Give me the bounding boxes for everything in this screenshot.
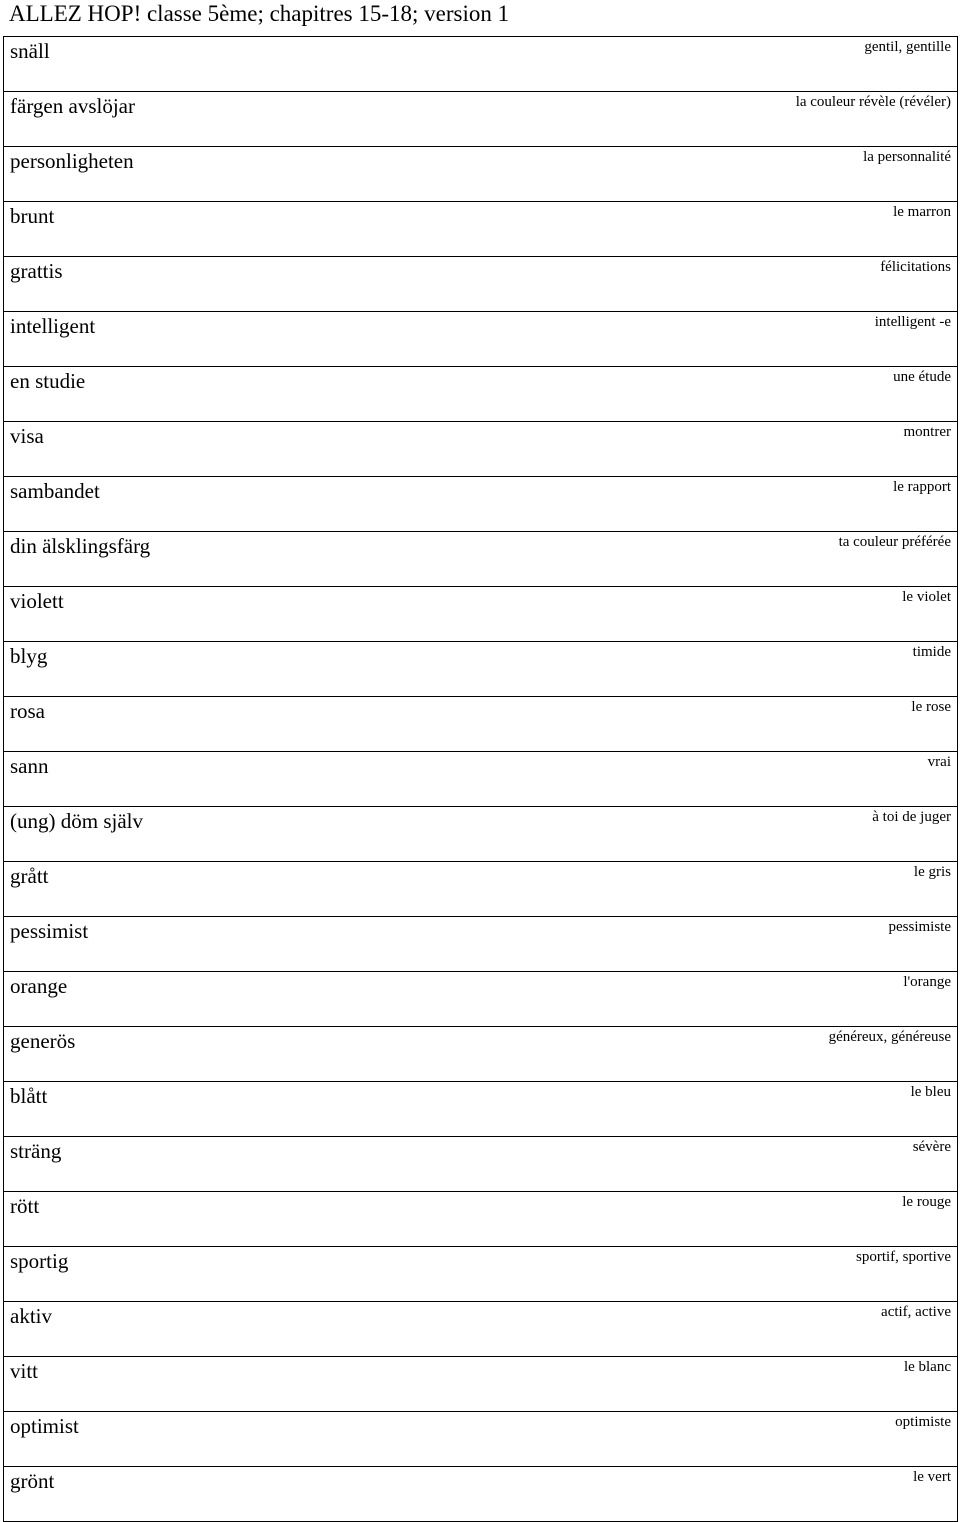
table-row [4, 367, 958, 422]
table-row [4, 697, 958, 752]
table-row [4, 532, 958, 587]
swedish-word-cell: vitt [4, 1357, 528, 1412]
french-translation-cell: généreux, généreuse [528, 1027, 958, 1082]
table-row [4, 422, 958, 477]
swedish-word-cell: sann [4, 752, 528, 807]
french-translation-cell: le bleu [528, 1082, 958, 1137]
french-translation-cell: pessimiste [528, 917, 958, 972]
french-translation-cell: la couleur révèle (révéler) [528, 92, 958, 147]
table-row [4, 1137, 958, 1192]
table-row [4, 1247, 958, 1302]
table-row [4, 862, 958, 917]
french-translation-cell: gentil, gentille [528, 37, 958, 92]
french-translation-cell: une étude [528, 367, 958, 422]
swedish-word-cell: rosa [4, 697, 528, 752]
swedish-word-cell: grått [4, 862, 528, 917]
swedish-word-cell: grönt [4, 1467, 528, 1522]
swedish-word-cell: blyg [4, 642, 528, 697]
swedish-word-cell: intelligent [4, 312, 528, 367]
french-translation-cell: à toi de juger [528, 807, 958, 862]
swedish-word-cell: din älsklingsfärg [4, 532, 528, 587]
french-translation-cell: le marron [528, 202, 958, 257]
table-row [4, 1412, 958, 1467]
french-translation-cell: le gris [528, 862, 958, 917]
table-row [4, 477, 958, 532]
swedish-word-cell: grattis [4, 257, 528, 312]
swedish-word-cell: sportig [4, 1247, 528, 1302]
table-row [4, 92, 958, 147]
table-row [4, 1357, 958, 1412]
swedish-word-cell: sträng [4, 1137, 528, 1192]
vocabulary-table-body [4, 37, 958, 1522]
swedish-word-cell: visa [4, 422, 528, 477]
page-title: ALLEZ HOP! classe 5ème; chapitres 15-18; version 1 [9, 1, 510, 26]
swedish-word-cell: rött [4, 1192, 528, 1247]
table-row [4, 587, 958, 642]
swedish-word-cell: snäll [4, 37, 528, 92]
french-translation-cell: le vert [528, 1467, 958, 1522]
french-translation-cell: le violet [528, 587, 958, 642]
table-row [4, 202, 958, 257]
swedish-word-cell: brunt [4, 202, 528, 257]
table-row [4, 807, 958, 862]
swedish-word-cell: generös [4, 1027, 528, 1082]
swedish-word-cell: en studie [4, 367, 528, 422]
french-translation-cell: félicitations [528, 257, 958, 312]
french-translation-cell: le rose [528, 697, 958, 752]
table-row [4, 752, 958, 807]
swedish-word-cell: färgen avslöjar [4, 92, 528, 147]
table-row [4, 147, 958, 202]
swedish-word-cell: blått [4, 1082, 528, 1137]
swedish-word-cell: violett [4, 587, 528, 642]
french-translation-cell: l'orange [528, 972, 958, 1027]
french-translation-cell: le rapport [528, 477, 958, 532]
french-translation-cell: ta couleur préférée [528, 532, 958, 587]
french-translation-cell: la personnalité [528, 147, 958, 202]
swedish-word-cell: (ung) döm själv [4, 807, 528, 862]
french-translation-cell: actif, active [528, 1302, 958, 1357]
french-translation-cell: optimiste [528, 1412, 958, 1467]
table-row [4, 37, 958, 92]
table-row [4, 1467, 958, 1522]
swedish-word-cell: aktiv [4, 1302, 528, 1357]
french-translation-cell: sévère [528, 1137, 958, 1192]
french-translation-cell: le rouge [528, 1192, 958, 1247]
table-row [4, 312, 958, 367]
french-translation-cell: intelligent -e [528, 312, 958, 367]
vocabulary-table [3, 36, 958, 1522]
swedish-word-cell: personligheten [4, 147, 528, 202]
table-row [4, 1027, 958, 1082]
table-row [4, 1302, 958, 1357]
french-translation-cell: le blanc [528, 1357, 958, 1412]
swedish-word-cell: pessimist [4, 917, 528, 972]
french-translation-cell: sportif, sportive [528, 1247, 958, 1302]
french-translation-cell: montrer [528, 422, 958, 477]
table-row [4, 972, 958, 1027]
table-row [4, 1082, 958, 1137]
swedish-word-cell: optimist [4, 1412, 528, 1467]
french-translation-cell: timide [528, 642, 958, 697]
table-row [4, 257, 958, 312]
french-translation-cell: vrai [528, 752, 958, 807]
swedish-word-cell: sambandet [4, 477, 528, 532]
swedish-word-cell: orange [4, 972, 528, 1027]
table-row [4, 1192, 958, 1247]
table-row [4, 642, 958, 697]
table-row [4, 917, 958, 972]
